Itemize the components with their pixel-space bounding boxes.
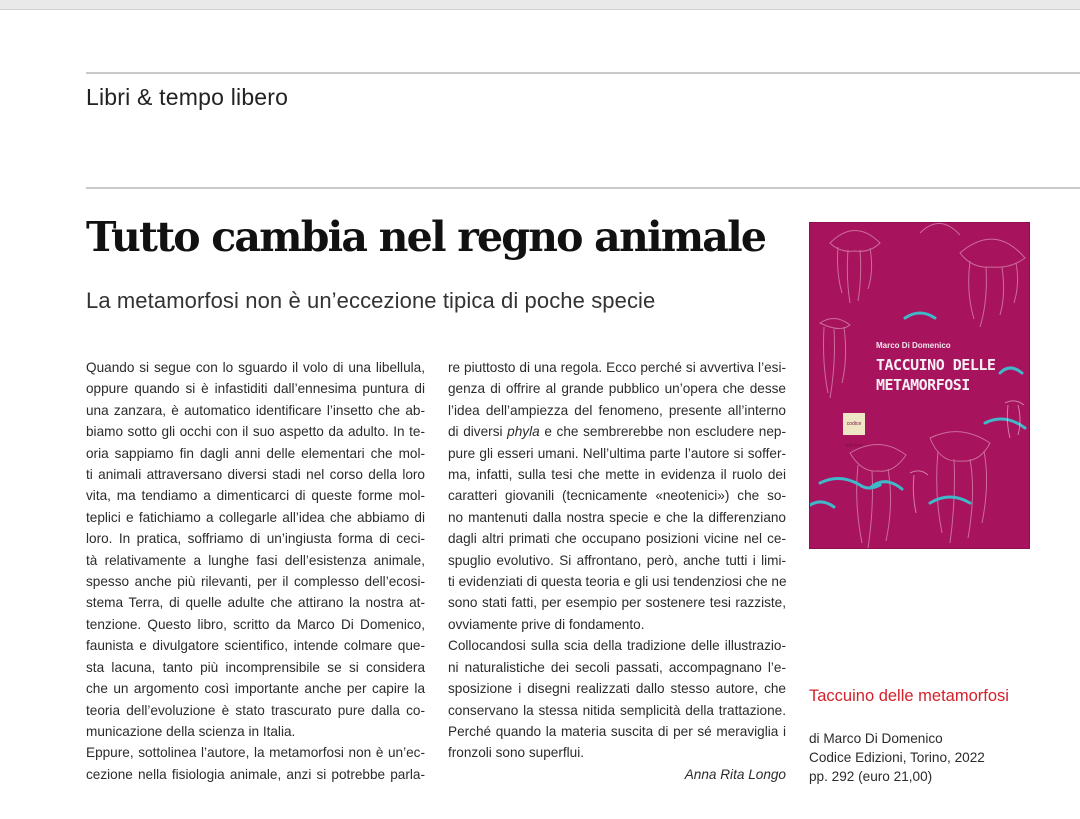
divider-section	[86, 187, 1080, 189]
text-line: spesso anche più rilevanti, per il complesso dell’ecosi-	[86, 574, 425, 590]
text-line: tà relativamente a lunghe fasi dell’esistenza animale,	[86, 552, 425, 568]
text-fragment: di diversi	[448, 424, 503, 440]
text-line: una zanzara, è automatico identificare l’insetto che ab-	[86, 402, 425, 418]
publisher-logo-text: codice edizioni	[845, 421, 863, 449]
text-line: stema Terra, di quelle adulte che attirano la nostra at-	[86, 595, 425, 611]
text-line: fronzoli sono superflui.	[448, 745, 585, 761]
text-line: teplici e fatichiamo a collegarle all’idea che abbiamo di	[86, 509, 425, 525]
top-bar	[0, 0, 1080, 10]
text-line: re piuttosto di una regola. Ecco perché si avvertiva l’esi-	[448, 360, 786, 375]
publisher-logo	[843, 413, 865, 449]
divider-top	[86, 72, 1080, 74]
text-line: spuglio evolutivo. Si affrontano, però, anche tutti i limi-	[448, 552, 786, 568]
text-line: Collocandosi sulla scia della tradizione delle illustrazio-	[448, 638, 786, 654]
text-line: Perché quando la materia suscita di per sé meraviglia i	[448, 723, 786, 739]
text-line: teoria dell’evoluzione è stato trascurato pure dalla co-	[86, 702, 425, 718]
book-cover-image	[809, 222, 1030, 549]
text-line: genza di offrire al grande pubblico un’opera che desse	[448, 381, 786, 397]
cover-title-line: TACCUINO DELLE	[876, 356, 996, 374]
text-line: dagli altri primati che occupano posizioni vicine nel ce-	[448, 531, 786, 547]
text-line: sta lacuna, tanto più incomprensibile se si considera	[86, 659, 425, 675]
text-line: ti evidenziati di questa teoria e gli usi tendenziosi che ne	[448, 574, 787, 590]
book-author: di Marco Di Domenico	[809, 731, 943, 746]
text-line: tenzione. Questo libro, scritto da Marco Di Domenico,	[86, 616, 425, 632]
text-line: vita, ma tendiamo a dimenticarci di queste forme mol-	[86, 488, 425, 504]
article-signature: Anna Rita Longo	[684, 767, 786, 782]
article-column-1	[86, 357, 425, 785]
cover-title-line: METAMORFOSI	[876, 376, 970, 394]
text-line: biamo sotto gli occhi con il suo aspetto da adulto. In te-	[86, 424, 425, 440]
text-line: municazione della scienza in Italia.	[86, 723, 296, 739]
text-line: no mantenuti dalla nostra specie e che la differenziano	[448, 509, 786, 525]
text-line: caratteri giovanili (tecnicamente «neotenici») che so-	[448, 488, 786, 504]
article-column-2	[448, 357, 786, 764]
text-line: Quando si segue con lo sguardo il volo di una libellula,	[86, 360, 425, 375]
text-line: oppure quando si è infastiditi dall’ennesima puntura di	[86, 381, 425, 397]
text-line: faunista e divulgatore scientifico, intende colmare que-	[86, 638, 425, 654]
text-line-mixed	[448, 421, 786, 442]
text-line: cezione nella fisiologia animale, anzi si potrebbe parla-	[86, 766, 425, 782]
cover-title	[876, 355, 1016, 395]
article-subtitle: La metamorfosi non è un’eccezione tipica di poche specie	[86, 288, 656, 313]
text-line: l’idea dell’ampiezza del fenomeno, presente all’interno	[448, 402, 786, 418]
cover-author: Marco Di Domenico	[876, 341, 951, 350]
text-line: pure gli esseri umani. Nell’ultima parte l’autore si soffer-	[448, 445, 786, 461]
text-line: oria sappiamo fin dagli anni delle elementari che mol-	[86, 445, 425, 461]
text-line: sono stati fatti, per esempio per sostenere tesi razziste,	[448, 595, 786, 611]
book-publisher: Codice Edizioni, Torino, 2022	[809, 750, 985, 765]
book-pages-price: pp. 292 (euro 21,00)	[809, 769, 933, 784]
text-line: ovviamente prive di fondamento.	[448, 616, 645, 632]
section-label: Libri & tempo libero	[86, 84, 289, 110]
text-line: sposizione i disegni realizzati dallo stesso autore, che	[448, 681, 786, 697]
text-line: Eppure, sottolinea l’autore, la metamorfosi non è un’ec-	[86, 745, 425, 761]
text-line: loro. In pratica, soffriamo di un’ingiusta forma di ceci-	[86, 531, 425, 547]
book-title: Taccuino delle metamorfosi	[809, 687, 1009, 705]
text-line: conservano la stessa nitida semplicità della trattazione.	[448, 702, 786, 718]
text-fragment: e che sembrerebbe non escludere nep-	[544, 424, 786, 440]
text-line: ma, infatti, sulla tesi che mette in evidenza il ruolo dei	[448, 467, 786, 483]
book-details	[809, 729, 1029, 786]
text-line: ti animali attraversano diversi stadi nel corso della loro	[86, 467, 425, 483]
text-line: ni naturalistiche dei secoli passati, accompagnano l’e-	[448, 659, 786, 675]
article-headline: Tutto cambia nel regno animale	[86, 213, 766, 261]
italic-term: phyla	[507, 424, 540, 440]
text-line: che un argomento così importante anche per capire la	[86, 681, 425, 697]
